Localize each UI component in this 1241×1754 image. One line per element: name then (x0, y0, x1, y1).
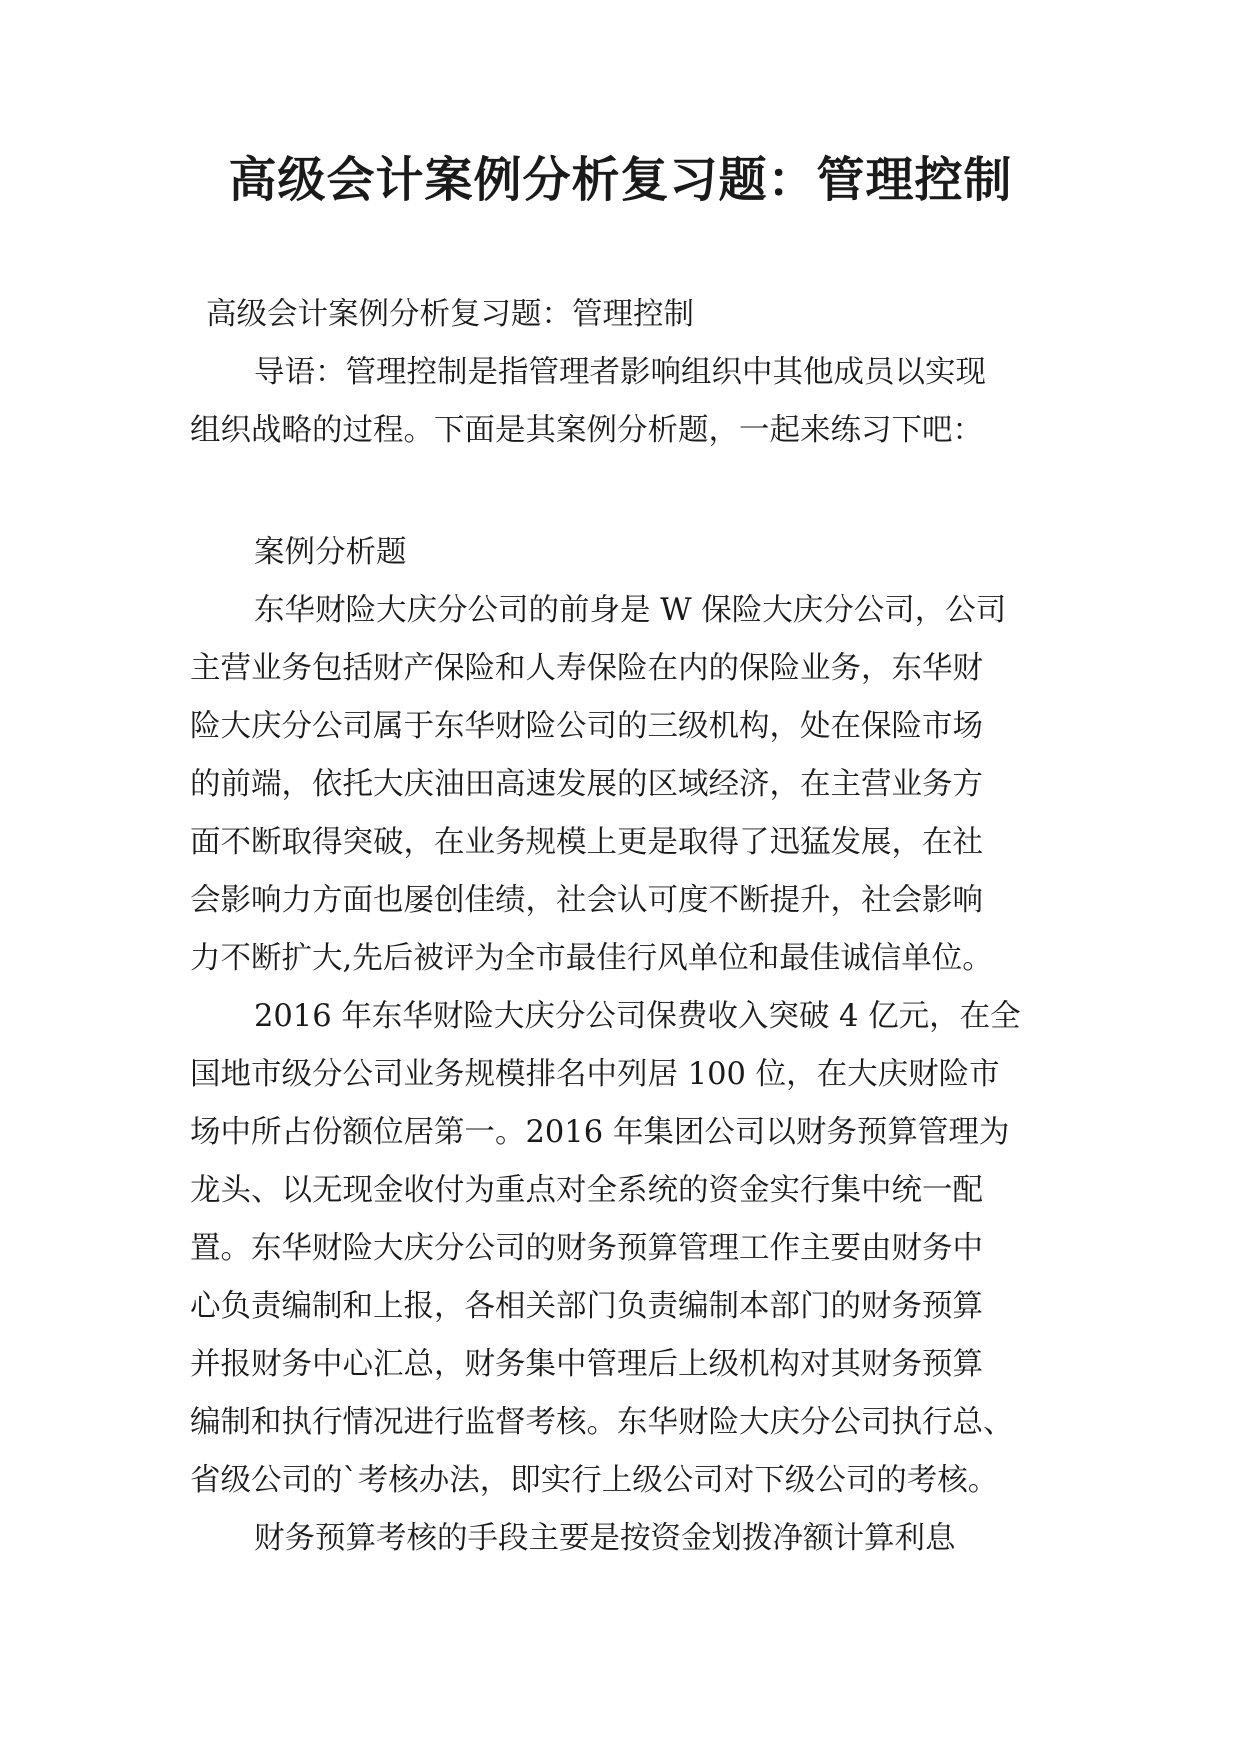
paragraph-line: 置。东华财险大庆分公司的财务预算管理工作主要由财务中 (190, 1231, 983, 1266)
paragraph-line: 东华财险大庆分公司的前身是 W 保险大庆分公司，公司 (254, 593, 1007, 628)
paragraph-line: 面不断取得突破，在业务规模上更是取得了迅猛发展，在社 (190, 825, 983, 860)
paragraph-line: 国地市级分公司业务规模排名中列居 100 位，在大庆财险市 (190, 1057, 1000, 1092)
document-title: 高级会计案例分析复习题：管理控制 (228, 152, 1013, 208)
document-body (190, 286, 1070, 1568)
paragraph-line: 主营业务包括财产保险和人寿保险在内的保险业务，东华财 (190, 651, 983, 686)
paragraph-line: 心负责编制和上报，各相关部门负责编制本部门的财务预算 (190, 1289, 983, 1324)
paragraph-line: 场中所占份额位居第一。2016 年集团公司以财务预算管理为 (190, 1115, 1010, 1150)
intro-line: 导语：管理控制是指管理者影响组织中其他成员以实现 (254, 355, 986, 390)
paragraph-line: 会影响力方面也屡创佳绩，社会认可度不断提升，社会影响 (190, 883, 983, 918)
paragraph-line: 并报财务中心汇总，财务集中管理后上级机构对其财务预算 (190, 1347, 983, 1382)
section-heading: 案例分析题 (254, 535, 407, 570)
paragraph-line: 险大庆分公司属于东华财险公司的三级机构，处在保险市场 (190, 709, 983, 744)
paragraph-line: 2016 年东华财险大庆分公司保费收入突破 4 亿元，在全 (254, 999, 1021, 1034)
document-subtitle: 高级会计案例分析复习题：管理控制 (206, 297, 694, 332)
paragraph-line: 龙头、以无现金收付为重点对全系统的资金实行集中统一配 (190, 1173, 983, 1208)
paragraph-line: 编制和执行情况进行监督考核。东华财险大庆分公司执行总、 (190, 1405, 1014, 1440)
paragraph-line: 财务预算考核的手段主要是按资金划拨净额计算利息 (254, 1521, 956, 1556)
paragraph-line: 的前端，依托大庆油田高速发展的区域经济，在主营业务方 (190, 767, 983, 802)
paragraph-gap (190, 460, 1070, 524)
paragraph-line: 省级公司的`考核办法，即实行上级公司对下级公司的考核。 (190, 1463, 999, 1498)
intro-line: 组织战略的过程。下面是其案例分析题，一起来练习下吧： (190, 413, 983, 448)
paragraph-line: 力不断扩大,先后被评为全市最佳行风单位和最佳诚信单位。 (190, 941, 993, 976)
